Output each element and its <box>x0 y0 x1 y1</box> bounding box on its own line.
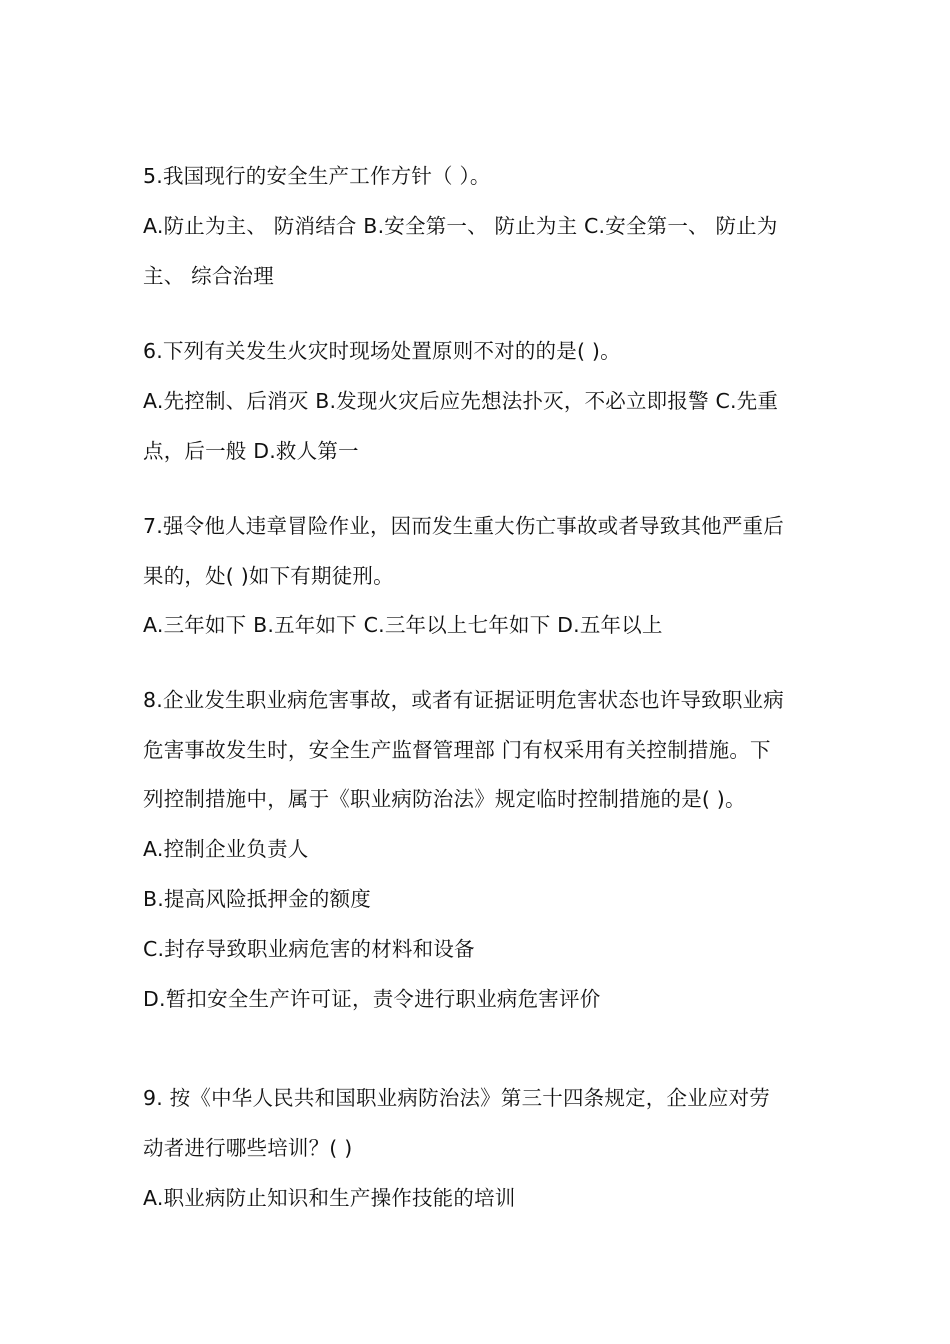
question-5-options: A.防止为主、 防消结合 B.安全第一、 防止为主 C.安全第一、 防止为 <box>143 214 778 238</box>
question-9-text: 9. 按《中华人民共和国职业病防治法》第三十四条规定，企业应对劳 <box>143 1086 770 1110</box>
question-8-option-c: C.封存导致职业病危害的材料和设备 <box>143 937 475 961</box>
question-8-option-a: A.控制企业负责人 <box>143 837 309 861</box>
question-7-text: 7.强令他人违章冒险作业，因而发生重大伤亡事故或者导致其他严重后 <box>143 514 784 538</box>
question-7-options: A.三年如下 B.五年如下 C.三年以上七年如下 D.五年以上 <box>143 613 663 637</box>
question-5-options-cont: 主、 综合治理 <box>143 264 274 288</box>
question-7-text-cont: 果的，处( )如下有期徒刑。 <box>143 564 394 588</box>
question-5-text: 5.我国现行的安全生产工作方针（ ）。 <box>143 164 491 188</box>
question-8-text-cont: 危害事故发生时，安全生产监督管理部 门有权采用有关控制措施。下 <box>143 738 771 762</box>
question-8-text-cont: 列控制措施中，属于《职业病防治法》规定临时控制措施的是( )。 <box>143 787 746 811</box>
question-8-option-b: B.提高风险抵押金的额度 <box>143 887 371 911</box>
question-8-text: 8.企业发生职业病危害事故，或者有证据证明危害状态也许导致职业病 <box>143 688 784 712</box>
question-9-text-cont: 动者进行哪些培训？( ) <box>143 1136 353 1160</box>
question-8-option-d: D.暂扣安全生产许可证，责令进行职业病危害评价 <box>143 987 601 1011</box>
question-6-options-cont: 点，后一般 D.救人第一 <box>143 439 359 463</box>
question-6-text: 6.下列有关发生火灾时现场处置原则不对的的是( )。 <box>143 339 621 363</box>
question-6-options: A.先控制、后消灭 B.发现火灾后应先想法扑灭，不必立即报警 C.先重 <box>143 389 779 413</box>
question-9-option-a: A.职业病防止知识和生产操作技能的培训 <box>143 1186 516 1210</box>
